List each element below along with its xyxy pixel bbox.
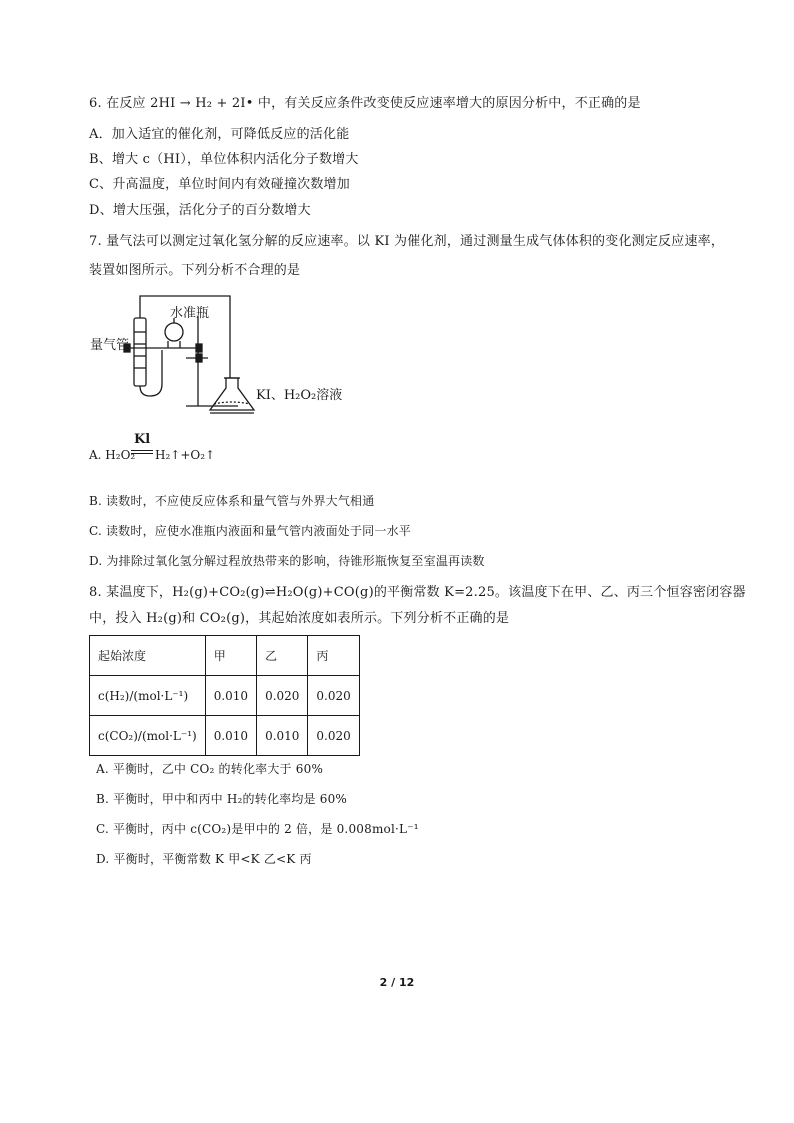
measuring-tube xyxy=(134,318,146,386)
q6-equation: 2HI → H₂ + 2I• xyxy=(150,96,258,111)
label-leveling-bottle: 水准瓶 xyxy=(170,306,210,321)
table-cell: 0.010 xyxy=(257,716,308,756)
q6-stem-post: 中，有关反应条件改变使反应速率增大的原因分析中，不正确的是 xyxy=(257,96,641,111)
q7-option-c: C. 读数时，应使水准瓶内液面和量气管内液面处于同一水平 xyxy=(89,524,411,538)
q7-stem-line2: 装置如图所示。下列分析不合理的是 xyxy=(89,263,301,278)
conical-flask xyxy=(210,378,254,410)
q8-stem-line1: 8. 某温度下，H₂(g)+CO₂(g)⇌H₂O(g)+CO(g)的平衡常数 K=2.25。该温度下在甲、乙、丙三个恒容密闭容器 xyxy=(89,585,746,600)
q8-option-d: D. 平衡时，平衡常数 K 甲<K 乙<K 丙 xyxy=(96,852,312,866)
table-cell: 0.020 xyxy=(308,716,359,756)
q7-option-b: B. 读数时，不应使反应体系和量气管与外界大气相通 xyxy=(89,494,375,508)
table-header-cell: 甲 xyxy=(205,636,256,676)
equals-bar-bottom xyxy=(131,453,153,454)
table-row xyxy=(90,676,360,716)
q7-option-a-prefix: A. H₂O₂ xyxy=(89,448,136,462)
rubber-tube xyxy=(140,350,162,396)
initial-concentration-table xyxy=(89,635,360,756)
q6-option-c: C、升高温度，单位时间内有效碰撞次数增加 xyxy=(89,177,350,192)
table-cell: 0.010 xyxy=(205,716,256,756)
q8-stem-line2: 中，投入 H₂(g)和 CO₂(g)，其起始浓度如表所示。下列分析不正确的是 xyxy=(89,611,510,626)
q7-option-a-products: H₂↑+O₂↑ xyxy=(155,448,216,462)
q6-stem xyxy=(89,95,641,113)
q7-option-a xyxy=(89,432,289,468)
label-measuring-tube: 量气管 xyxy=(90,338,130,353)
table-cell: 0.020 xyxy=(308,676,359,716)
table-header-cell: 乙 xyxy=(257,636,308,676)
table-header-cell: 丙 xyxy=(308,636,359,676)
page-number: 2 / 12 xyxy=(379,976,415,989)
q7-option-d: D. 为排除过氧化氢分解过程放热带来的影响，待锥形瓶恢复至室温再读数 xyxy=(89,554,485,568)
q7-option-a-catalyst: Kl xyxy=(134,432,151,447)
q8-option-a: A. 平衡时，乙中 CO₂ 的转化率大于 60% xyxy=(96,762,324,776)
q7-stem-line1: 7. 量气法可以测定过氧化氢分解的反应速率。以 KI 为催化剂，通过测量生成气体体积的变化测定反应速率， xyxy=(89,234,725,249)
q6-option-d: D、增大压强，活化分子的百分数增大 xyxy=(89,203,311,218)
table-cell: 0.020 xyxy=(257,676,308,716)
q6-option-a: A．加入适宜的催化剂，可降低反应的活化能 xyxy=(89,127,350,142)
table-cell: 0.010 xyxy=(205,676,256,716)
q8-option-b: B. 平衡时，甲中和丙中 H₂的转化率均是 60% xyxy=(96,792,348,806)
q8-option-c: C. 平衡时，丙中 c(CO₂)是甲中的 2 倍，是 0.008mol·L⁻¹ xyxy=(96,822,419,836)
label-solution: KI、H₂O₂溶液 xyxy=(256,388,343,403)
gas-measurement-apparatus xyxy=(88,288,348,423)
q6-stem-pre: 6. 在反应 xyxy=(89,96,146,111)
table-cell: c(CO₂)/(mol·L⁻¹) xyxy=(90,716,206,756)
leveling-bottle xyxy=(165,323,183,341)
table-header-row xyxy=(90,636,360,676)
table-cell: c(H₂)/(mol·L⁻¹) xyxy=(90,676,206,716)
table-header-cell: 起始浓度 xyxy=(90,636,206,676)
table-row xyxy=(90,716,360,756)
equals-bar-top xyxy=(131,450,153,451)
q6-option-b: B、增大 c（HI），单位体积内活化分子数增大 xyxy=(89,152,359,167)
